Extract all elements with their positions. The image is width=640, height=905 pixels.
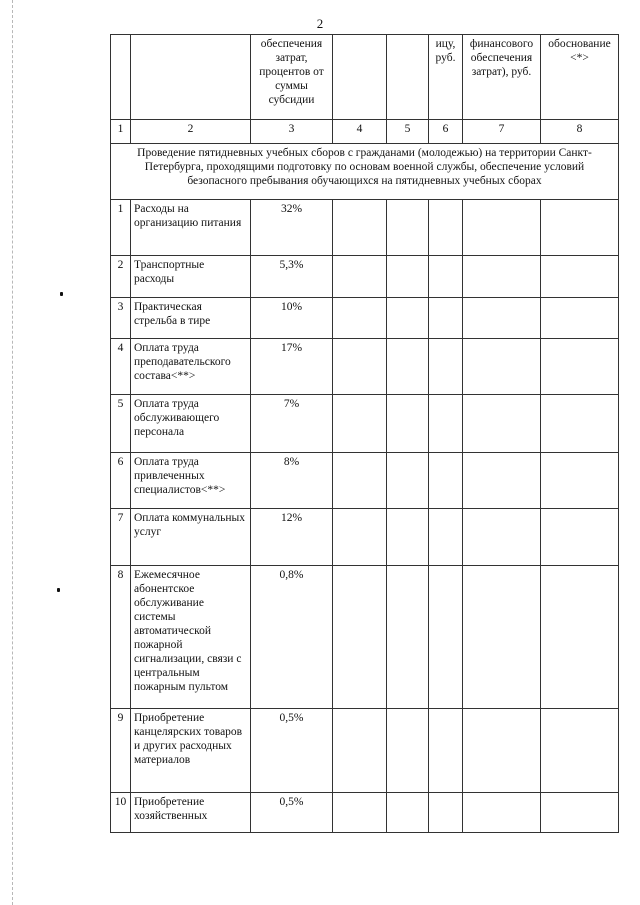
page-number: 2 [316, 16, 324, 31]
expense-name: Оплата коммунальных услуг [131, 509, 251, 566]
column-number-row [111, 120, 619, 144]
section-title: Проведение пятидневных учебных сборов с гражданами (молодежью) на территории Санкт-Петербурга, проходящими подготовку по основам военной службы, обеспечение условий безопасного пребывания обучающихся на пятидневных учебных сборах [111, 144, 619, 200]
header-cell-2 [131, 35, 251, 120]
table-row [111, 298, 619, 339]
column-number: 2 [131, 120, 251, 144]
expense-percent: 10% [251, 298, 333, 339]
expense-percent: 0,8% [251, 566, 333, 709]
expense-percent: 0,5% [251, 709, 333, 793]
expense-name: Ежемесячное абонентское обслуживание системы автоматической пожарной сигнализации, связи с центральным пожарным пультом [131, 566, 251, 709]
expense-percent: 0,5% [251, 793, 333, 833]
table-row [111, 709, 619, 793]
expense-name: Транспортные расходы [131, 256, 251, 298]
row-number: 6 [111, 453, 131, 509]
expense-percent: 7% [251, 395, 333, 453]
row-number: 5 [111, 395, 131, 453]
expense-name: Оплата труда преподавательского состава<**> [131, 339, 251, 395]
table-row [111, 509, 619, 566]
table-row [111, 566, 619, 709]
row-number: 2 [111, 256, 131, 298]
expense-name: Приобретение хозяйственных [131, 793, 251, 833]
column-number: 3 [251, 120, 333, 144]
expense-name: Приобретение канцелярских товаров и других расходных материалов [131, 709, 251, 793]
expense-percent: 12% [251, 509, 333, 566]
table-row [111, 256, 619, 298]
header-row [111, 35, 619, 120]
table-row [111, 339, 619, 395]
expense-name: Расходы на организацию питания [131, 200, 251, 256]
column-number: 1 [111, 120, 131, 144]
table-row [111, 453, 619, 509]
margin-dot [60, 292, 63, 296]
column-number: 5 [387, 120, 429, 144]
expense-name: Практическая стрельба в тире [131, 298, 251, 339]
expense-percent: 32% [251, 200, 333, 256]
row-number: 8 [111, 566, 131, 709]
table-row [111, 793, 619, 833]
row-number: 9 [111, 709, 131, 793]
column-number: 8 [541, 120, 619, 144]
margin-dot [57, 588, 60, 592]
section-row [111, 144, 619, 200]
header-cell-8: обоснование <*> [541, 35, 619, 120]
column-number: 7 [463, 120, 541, 144]
header-cell-4 [333, 35, 387, 120]
binding-line [12, 0, 14, 905]
header-cell-6: ицу, руб. [429, 35, 463, 120]
row-number: 4 [111, 339, 131, 395]
header-cell-3: обеспечения затрат, процентов от суммы субсидии [251, 35, 333, 120]
header-cell-1 [111, 35, 131, 120]
expense-percent: 5,3% [251, 256, 333, 298]
column-number: 4 [333, 120, 387, 144]
header-cell-7: финансового обеспечения затрат), руб. [463, 35, 541, 120]
expense-percent: 8% [251, 453, 333, 509]
expense-percent: 17% [251, 339, 333, 395]
header-cell-5 [387, 35, 429, 120]
expense-name: Оплата труда обслуживающего персонала [131, 395, 251, 453]
subsidy-cost-table [110, 34, 619, 833]
row-number: 7 [111, 509, 131, 566]
expense-name: Оплата труда привлеченных специалистов<**> [131, 453, 251, 509]
column-number: 6 [429, 120, 463, 144]
table-row [111, 200, 619, 256]
table-row [111, 395, 619, 453]
row-number: 3 [111, 298, 131, 339]
row-number: 10 [111, 793, 131, 833]
row-number: 1 [111, 200, 131, 256]
